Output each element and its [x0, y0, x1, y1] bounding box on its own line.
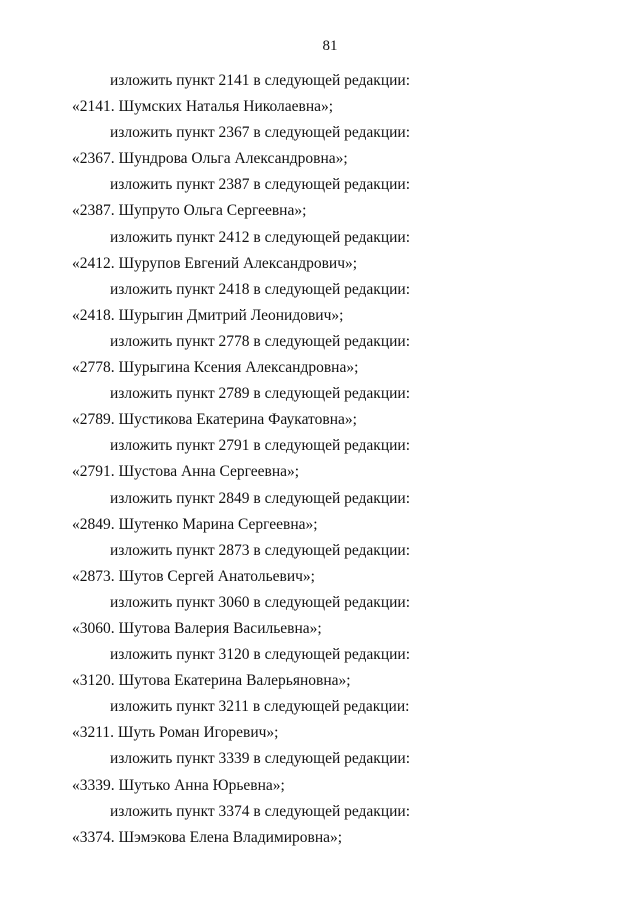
amendment-replacement: «2873. Шутов Сергей Анатольевич»;	[72, 567, 315, 585]
page-number: 81	[322, 38, 338, 54]
amendment-replacement: «3339. Шутько Анна Юрьевна»;	[72, 776, 285, 794]
amendment-instruction: изложить пункт 3060 в следующей редакции:	[110, 593, 411, 611]
amendment-replacement: «2387. Шупруто Ольга Сергеевна»;	[72, 202, 307, 220]
amendment-replacement: «2141. Шумских Наталья Николаевна»;	[72, 98, 334, 116]
amendment-replacement: «3060. Шутова Валерия Васильевна»;	[72, 619, 322, 637]
amendment-instruction: изложить пункт 2141 в следующей редакции:	[110, 72, 411, 89]
amendment-instruction: изложить пункт 2412 в следующей редакции:	[110, 228, 411, 246]
amendment-replacement: «2778. Шурыгина Ксения Александровна»;	[72, 359, 359, 377]
amendment-replacement: «2412. Шурупов Евгений Александрович»;	[72, 254, 358, 272]
amendment-instruction: изложить пункт 2873 в следующей редакции:	[110, 541, 411, 559]
amendment-replacement: «2418. Шурыгин Дмитрий Леонидович»;	[72, 306, 344, 324]
amendment-replacement: «3374. Шэмэкова Елена Владимировна»;	[72, 828, 343, 846]
amendment-replacement: «2367. Шундрова Ольга Александровна»;	[72, 150, 348, 168]
amendment-replacement: «2849. Шутенко Марина Сергеевна»;	[72, 515, 318, 533]
amendment-instruction: изложить пункт 2778 в следующей редакции:	[110, 332, 411, 350]
amendment-instruction: изложить пункт 2849 в следующей редакции:	[110, 489, 411, 507]
amendment-replacement: «2789. Шустикова Екатерина Фаукатовна»;	[72, 411, 357, 429]
amendment-instruction: изложить пункт 3374 в следующей редакции:	[110, 802, 411, 820]
amendment-instruction: изложить пункт 3120 в следующей редакции:	[110, 646, 411, 664]
amendment-instruction: изложить пункт 3339 в следующей редакции:	[110, 750, 411, 768]
amendment-instruction: изложить пункт 3211 в следующей редакции:	[110, 698, 410, 716]
amendment-instruction: изложить пункт 2418 в следующей редакции:	[110, 280, 411, 298]
amendment-replacement: «3120. Шутова Екатерина Валерьяновна»;	[72, 672, 351, 690]
amendment-replacement: «2791. Шустова Анна Сергеевна»;	[72, 463, 300, 481]
amendment-replacement: «3211. Шуть Роман Игоревич»;	[72, 724, 279, 742]
amendment-list	[0, 68, 640, 851]
amendment-instruction: изложить пункт 2387 в следующей редакции:	[110, 176, 411, 194]
amendment-instruction: изложить пункт 2791 в следующей редакции:	[110, 437, 411, 455]
amendment-instruction: изложить пункт 2789 в следующей редакции:	[110, 385, 411, 403]
amendment-instruction: изложить пункт 2367 в следующей редакции:	[110, 124, 411, 142]
